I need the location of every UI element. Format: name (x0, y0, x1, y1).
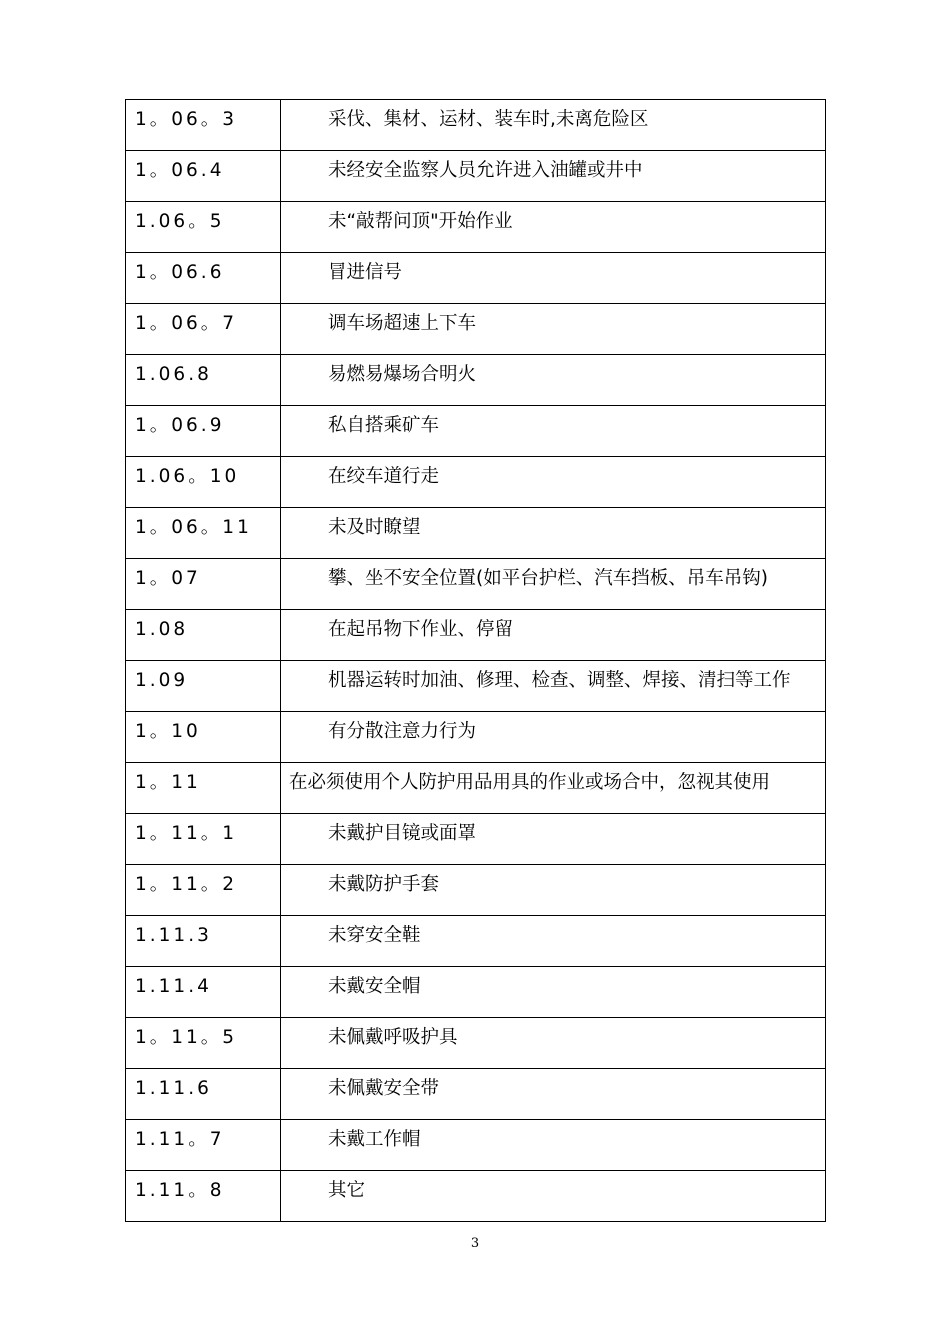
table-row (126, 763, 826, 814)
rule-description: 未戴防护手套 (328, 874, 440, 895)
table-row (126, 559, 826, 610)
code-cell (126, 916, 281, 967)
description-cell (281, 508, 826, 559)
rule-description: 调车场超速上下车 (328, 313, 477, 334)
code-cell (126, 559, 281, 610)
table-row (126, 814, 826, 865)
rule-description: 冒进信号 (328, 262, 403, 283)
rule-code: 1。10 (135, 721, 201, 742)
description-cell (281, 814, 826, 865)
rule-code: 1.11.4 (135, 976, 212, 997)
rule-description: 易燃易爆场合明火 (328, 364, 477, 385)
description-cell (281, 1171, 826, 1222)
description-cell (281, 559, 826, 610)
table-row (126, 712, 826, 763)
rule-description: 未经安全监察人员允许进入油罐或井中 (328, 160, 643, 181)
rule-description: 未戴护目镜或面罩 (328, 823, 477, 844)
description-cell (281, 304, 826, 355)
rule-code: 1。11。2 (135, 874, 238, 895)
description-cell (281, 661, 826, 712)
table-row (126, 151, 826, 202)
table-row (126, 355, 826, 406)
description-cell (281, 712, 826, 763)
description-cell (281, 406, 826, 457)
code-cell (126, 151, 281, 202)
table-row (126, 916, 826, 967)
rule-description: 攀、坐不安全位置(如平台护栏、汽车挡板、吊车吊钩) (328, 568, 768, 589)
table-row (126, 967, 826, 1018)
table-row (126, 1069, 826, 1120)
description-cell (281, 100, 826, 151)
table-row (126, 1018, 826, 1069)
rule-description: 未佩戴安全带 (328, 1078, 440, 1099)
code-cell (126, 814, 281, 865)
code-cell (126, 1171, 281, 1222)
code-cell (126, 355, 281, 406)
code-cell (126, 1120, 281, 1171)
code-cell (126, 1018, 281, 1069)
rule-code: 1。06.6 (135, 262, 225, 283)
table-row (126, 610, 826, 661)
code-cell (126, 406, 281, 457)
description-cell (281, 916, 826, 967)
rule-code: 1。06.9 (135, 415, 225, 436)
rule-code: 1。11。1 (135, 823, 238, 844)
rule-description: 未戴安全帽 (328, 976, 421, 997)
page-number: 3 (470, 1236, 480, 1251)
rule-description: 在绞车道行走 (328, 466, 440, 487)
table-row (126, 508, 826, 559)
rule-code: 1。11。5 (135, 1027, 238, 1048)
rule-description: 采伐、集材、运材、装车时,未离危险区 (328, 109, 649, 130)
table-row (126, 406, 826, 457)
code-cell (126, 508, 281, 559)
rule-description: 未佩戴呼吸护具 (328, 1027, 458, 1048)
rule-description: 机器运转时加油、修理、检查、调整、焊接、清扫等工作 (328, 670, 791, 691)
rule-code: 1.08 (135, 619, 189, 640)
rule-code: 1.11.6 (135, 1078, 212, 1099)
description-cell (281, 151, 826, 202)
description-cell (281, 1069, 826, 1120)
rule-description: 私自搭乘矿车 (328, 415, 440, 436)
table-row (126, 253, 826, 304)
rule-code: 1.09 (135, 670, 189, 691)
description-cell (281, 610, 826, 661)
code-cell (126, 457, 281, 508)
description-cell (281, 1120, 826, 1171)
code-cell (126, 661, 281, 712)
rule-code: 1.11.3 (135, 925, 212, 946)
description-cell (281, 253, 826, 304)
rule-description: 在必须使用个人防护用品用具的作业或场合中，忽视其使用 (289, 772, 771, 793)
rule-code: 1。11 (135, 772, 201, 793)
rule-code: 1。07 (135, 568, 201, 589)
description-cell (281, 967, 826, 1018)
table-row (126, 202, 826, 253)
code-cell (126, 304, 281, 355)
description-cell (281, 1018, 826, 1069)
rule-description: 在起吊物下作业、停留 (328, 619, 514, 640)
rules-table (125, 99, 826, 1222)
table-row (126, 100, 826, 151)
table-row (126, 661, 826, 712)
rule-code: 1。06.4 (135, 160, 225, 181)
rule-description: 其它 (328, 1180, 366, 1201)
code-cell (126, 712, 281, 763)
table-row (126, 457, 826, 508)
rule-code: 1.06。5 (135, 211, 225, 232)
code-cell (126, 202, 281, 253)
rule-description: 未戴工作帽 (328, 1129, 421, 1150)
rule-description: 有分散注意力行为 (328, 721, 477, 742)
code-cell (126, 100, 281, 151)
code-cell (126, 610, 281, 661)
rule-code: 1。06。11 (135, 517, 252, 538)
rule-description: 未穿安全鞋 (328, 925, 421, 946)
description-cell (281, 865, 826, 916)
rule-code: 1.11。8 (135, 1180, 225, 1201)
rules-table-body (126, 100, 826, 1222)
rule-code: 1。06。7 (135, 313, 238, 334)
code-cell (126, 253, 281, 304)
rule-code: 1.06.8 (135, 364, 212, 385)
description-cell (281, 763, 826, 814)
code-cell (126, 967, 281, 1018)
table-row (126, 1120, 826, 1171)
rule-description: 未“敲帮问顶"开始作业 (328, 211, 513, 232)
code-cell (126, 1069, 281, 1120)
code-cell (126, 865, 281, 916)
table-row (126, 865, 826, 916)
rule-code: 1。06。3 (135, 109, 238, 130)
description-cell (281, 202, 826, 253)
rule-code: 1.06。10 (135, 466, 240, 487)
rule-description: 未及时瞭望 (328, 517, 421, 538)
rule-code: 1.11。7 (135, 1129, 225, 1150)
code-cell (126, 763, 281, 814)
description-cell (281, 355, 826, 406)
table-row (126, 304, 826, 355)
description-cell (281, 457, 826, 508)
table-row (126, 1171, 826, 1222)
